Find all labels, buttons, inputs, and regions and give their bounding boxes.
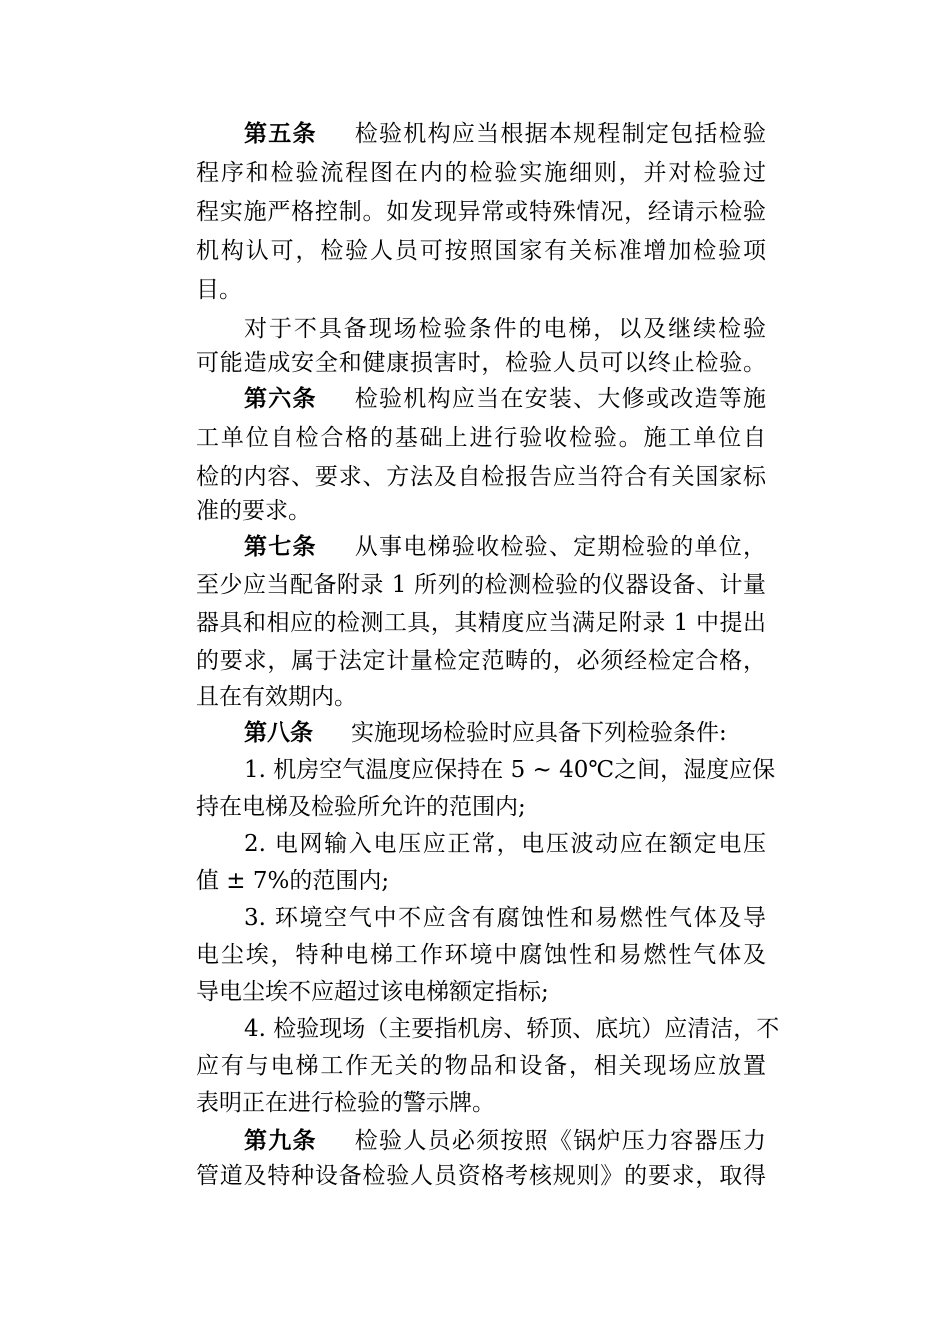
article-5-line-4: 机构认可，检验人员可按照国家有关标准增加检验项	[196, 238, 766, 264]
article-7-line-2: 至少应当配备附录 1 所列的检测检验的仪器设备、计量	[196, 572, 766, 598]
article-6-line-1	[244, 382, 766, 416]
article-5-para-2-line-2: 可能造成安全和健康损害时，检验人员可以终止检验。	[196, 350, 766, 376]
condition-1-line-1: 1. 机房空气温度应保持在 5 ~ 40℃之间，湿度应保	[244, 757, 776, 783]
article-6-line-4: 准的要求。	[196, 498, 311, 524]
article-6-line-3: 检的内容、要求、方法及自检报告应当符合有关国家标	[196, 464, 766, 490]
article-7-line-1	[244, 530, 766, 564]
condition-4-line-1: 4. 检验现场（主要指机房、轿顶、底坑）应清洁，不	[244, 1016, 780, 1042]
article-7-heading: 第七条	[244, 533, 317, 560]
condition-3-line-2: 电尘埃，特种电梯工作环境中腐蚀性和易燃性气体及	[196, 942, 766, 968]
article-8-text-1: 实施现场检验时应具备下列检验条件:	[351, 720, 727, 746]
article-5-line-5: 目。	[196, 277, 242, 303]
article-6-text-1: 检验机构应当在安装、大修或改造等施	[354, 386, 767, 412]
condition-4-line-2: 应有与电梯工作无关的物品和设备，相关现场应放置	[196, 1053, 766, 1079]
condition-2-line-1: 2. 电网输入电压应正常，电压波动应在额定电压	[244, 831, 766, 857]
article-5-line-2: 程序和检验流程图在内的检验实施细则，并对检验过	[196, 160, 766, 186]
article-9-text-1: 检验人员必须按照《锅炉压力容器压力	[354, 1128, 767, 1154]
article-9-heading: 第九条	[244, 1127, 317, 1154]
condition-3-line-3: 导电尘埃不应超过该电梯额定指标;	[196, 979, 549, 1005]
condition-1-line-2: 持在电梯及检验所允许的范围内;	[196, 794, 526, 820]
article-6-heading: 第六条	[244, 385, 317, 412]
article-8-line-1	[244, 716, 766, 750]
article-5-text-1: 检验机构应当根据本规程制定包括检验	[354, 121, 767, 147]
condition-4-line-3: 表明正在进行检验的警示牌。	[196, 1090, 495, 1116]
article-9-line-1	[244, 1124, 766, 1158]
article-7-line-4: 的要求，属于法定计量检定范畴的，必须经检定合格，	[196, 648, 766, 674]
condition-3-line-1: 3. 环境空气中不应含有腐蚀性和易燃性气体及导	[244, 905, 766, 931]
article-5-line-1	[244, 117, 766, 151]
article-7-line-5: 且在有效期内。	[196, 684, 357, 710]
article-7-text-1: 从事电梯验收检验、定期检验的单位，	[354, 534, 767, 560]
article-8-heading: 第八条	[244, 719, 313, 746]
article-5-para-2-line-1: 对于不具备现场检验条件的电梯，以及继续检验	[244, 316, 766, 342]
article-5-heading: 第五条	[244, 120, 317, 147]
article-5-line-3: 程实施严格控制。如发现异常或特殊情况，经请示检验	[196, 199, 766, 225]
article-9-line-2: 管道及特种设备检验人员资格考核规则》的要求，取得	[196, 1163, 766, 1189]
article-7-line-3: 器具和相应的检测工具，其精度应当满足附录 1 中提出	[196, 610, 766, 636]
condition-2-line-2: 值 ± 7%的范围内;	[196, 868, 390, 894]
article-6-line-2: 工单位自检合格的基础上进行验收检验。施工单位自	[196, 425, 766, 451]
